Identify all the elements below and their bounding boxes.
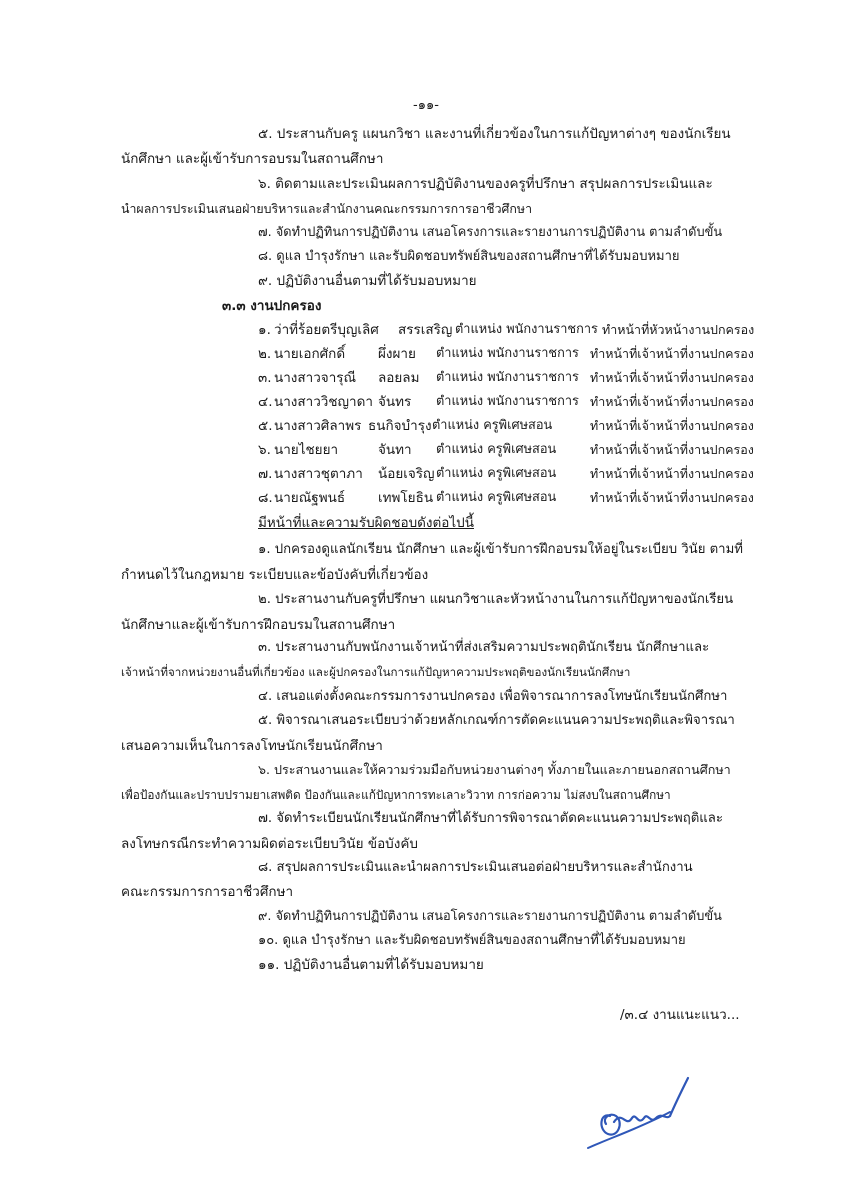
duty-3: ๓. ประสานงานกับพนักงานเจ้าหน้าที่ส่งเสริมความประพฤตินักเรียน นักศึกษาและ	[258, 640, 710, 655]
top-item-8: ๘. ดูแล บำรุงรักษา และรับผิดชอบทรัพย์สินของสถานศึกษาที่ได้รับมอบหมาย	[258, 249, 680, 264]
staff-no: ๖.	[258, 442, 271, 458]
staff-name: นางสาวชุตาภา	[274, 466, 363, 482]
staff-row	[0, 320, 849, 340]
duty-1-cont: กำหนดไว้ในกฎหมาย ระเบียบและข้อบังคับที่เกี่ยวข้อง	[121, 567, 429, 583]
staff-position: ตำแหน่ง พนักงานราชการ	[455, 322, 598, 337]
staff-duty: ทำหน้าที่เจ้าหน้าที่งานปกครอง	[590, 394, 754, 409]
duty-6-cont: เพื่อป้องกันและปราบปรามยาเสพติด ป้องกันและแก้ปัญหาการทะเลาะวิวาท การก่อความ ไม่สงบในสถานศึกษา	[121, 788, 671, 802]
staff-surname: ธนกิจบำรุง	[368, 418, 432, 434]
duties-heading: มีหน้าที่และความรับผิดชอบดังต่อไปนี้	[258, 515, 474, 531]
staff-no: ๘.	[258, 490, 273, 506]
duty-3-cont: เจ้าหน้าที่จากหน่วยงานอื่นที่เกี่ยวข้อง และผู้ปกครองในการแก้ปัญหาความประพฤติของนักเรียนนักศึกษา	[121, 665, 631, 679]
duty-9: ๙. จัดทำปฏิทินการปฏิบัติงาน เสนอโครงการและรายงานการปฏิบัติงาน ตามลำดับขั้น	[258, 909, 722, 924]
duty-7-cont: ลงโทษกรณีกระทำความผิดต่อระเบียบวินัย ข้อบังคับ	[121, 836, 418, 852]
duty-8-cont: คณะกรรมการการอาชีวศึกษา	[121, 884, 294, 900]
staff-position: ตำแหน่ง ครูพิเศษสอน	[436, 466, 557, 481]
staff-surname: จันทา	[378, 442, 412, 458]
staff-surname: จันทร	[378, 394, 412, 410]
top-item-5-cont: นักศึกษา และผู้เข้ารับการอบรมในสถานศึกษา	[121, 151, 384, 167]
top-item-6-cont: นำผลการประเมินเสนอฝ่ายบริหารและสำนักงานคณะกรรมการการอาชีวศึกษา	[121, 201, 533, 216]
staff-duty: ทำหน้าที่เจ้าหน้าที่งานปกครอง	[590, 442, 754, 457]
staff-surname: น้อยเจริญ	[378, 466, 435, 482]
staff-row	[0, 464, 849, 484]
staff-no: ๓.	[258, 370, 272, 386]
staff-row	[0, 440, 849, 460]
duty-5: ๕. พิจารณาเสนอระเบียบว่าด้วยหลักเกณฑ์การตัดคะแนนความประพฤติและพิจารณา	[258, 713, 735, 728]
staff-surname: ลอยลม	[378, 370, 420, 386]
staff-no: ๔.	[258, 394, 273, 410]
staff-duty: ทำหน้าที่หัวหน้างานปกครอง	[602, 322, 755, 337]
staff-name: นางสาวศิลาพร	[274, 418, 362, 434]
duty-1: ๑. ปกครองดูแลนักเรียน นักศึกษา และผู้เข้ารับการฝึกอบรมให้อยู่ในระเบียบ วินัย ตามที่	[258, 542, 743, 557]
top-item-7: ๗. จัดทำปฏิทินการปฏิบัติงาน เสนอโครงการและรายงานการปฏิบัติงาน ตามลำดับขั้น	[258, 225, 723, 240]
duty-2-cont: นักศึกษาและผู้เข้ารับการฝึกอบรมในสถานศึกษา	[121, 617, 396, 633]
staff-position: ตำแหน่ง ครูพิเศษสอน	[436, 490, 557, 505]
staff-position: ตำแหน่ง ครูพิเศษสอน	[432, 418, 553, 433]
staff-row	[0, 368, 849, 388]
staff-position: ตำแหน่ง พนักงานราชการ	[436, 394, 579, 409]
staff-no: ๗.	[258, 466, 273, 482]
continuation-note: /๓.๔ งานแนะแนว...	[620, 1007, 740, 1023]
page-number: -๑๑-	[413, 98, 439, 113]
staff-row	[0, 488, 849, 508]
duty-11: ๑๑. ปฏิบัติงานอื่นตามที่ได้รับมอบหมาย	[258, 957, 484, 973]
duty-8: ๘. สรุปผลการประเมินและนำผลการประเมินเสนอต่อฝ่ายบริหารและสำนักงาน	[258, 860, 693, 875]
staff-no: ๕.	[258, 418, 273, 434]
top-item-5: ๕. ประสานกับครู แผนกวิชา และงานที่เกี่ยวข้องในการแก้ปัญหาต่างๆ ของนักเรียน	[258, 126, 731, 142]
staff-surname: เทพโยธิน	[378, 490, 434, 506]
top-item-6: ๖. ติดตามและประเมินผลการปฏิบัติงานของครูที่ปรึกษา สรุปผลการประเมินและ	[258, 176, 713, 192]
staff-name: นายไชยยา	[274, 442, 339, 458]
staff-duty: ทำหน้าที่เจ้าหน้าที่งานปกครอง	[590, 490, 754, 505]
staff-position: ตำแหน่ง พนักงานราชการ	[436, 346, 579, 361]
staff-duty: ทำหน้าที่เจ้าหน้าที่งานปกครอง	[590, 370, 754, 385]
staff-name: นายณัฐพนธ์	[274, 490, 346, 506]
staff-position: ตำแหน่ง ครูพิเศษสอน	[436, 442, 557, 457]
staff-duty: ทำหน้าที่เจ้าหน้าที่งานปกครอง	[590, 418, 754, 433]
staff-name: นายเอกศักดิ์	[274, 346, 346, 362]
top-item-9: ๙. ปฏิบัติงานอื่นตามที่ได้รับมอบหมาย	[258, 273, 477, 289]
staff-no: ๑.	[258, 322, 271, 338]
staff-row	[0, 416, 849, 436]
staff-name: นางสาววิชญาดา	[274, 394, 373, 410]
duty-6: ๖. ประสานงานและให้ความร่วมมือกับหน่วยงานต่างๆ ทั้งภายในและภายนอกสถานศึกษา	[258, 762, 731, 777]
staff-row	[0, 344, 849, 364]
duty-4: ๔. เสนอแต่งตั้งคณะกรรมการงานปกครอง เพื่อพิจารณาการลงโทษนักเรียนนักศึกษา	[258, 689, 728, 704]
signature-image	[580, 1072, 692, 1152]
duty-10: ๑๐. ดูแล บำรุงรักษา และรับผิดชอบทรัพย์สินของสถานศึกษาที่ได้รับมอบหมาย	[258, 933, 686, 948]
staff-surname: ผึ่งผาย	[378, 346, 416, 362]
staff-no: ๒.	[258, 346, 272, 362]
duty-7: ๗. จัดทำระเบียนนักเรียนนักศึกษาที่ได้รับการพิจารณาตัดคะแนนความประพฤติและ	[258, 811, 723, 826]
staff-surname: สรรเสริญ	[398, 322, 453, 338]
staff-row	[0, 392, 849, 412]
staff-position: ตำแหน่ง พนักงานราชการ	[436, 370, 579, 385]
staff-duty: ทำหน้าที่เจ้าหน้าที่งานปกครอง	[590, 466, 754, 481]
staff-name: นางสาวจารุณี	[274, 370, 357, 386]
staff-name: ว่าที่ร้อยตรีบุญเลิศ	[274, 322, 379, 338]
staff-duty: ทำหน้าที่เจ้าหน้าที่งานปกครอง	[590, 346, 754, 361]
duty-2: ๒. ประสานงานกับครูที่ปรึกษา แผนกวิชาและหัวหน้างานในการแก้ปัญหาของนักเรียน	[258, 592, 734, 607]
section-heading: ๓.๓ งานปกครอง	[222, 298, 322, 314]
duty-5-cont: เสนอความเห็นในการลงโทษนักเรียนนักศึกษา	[121, 738, 383, 754]
